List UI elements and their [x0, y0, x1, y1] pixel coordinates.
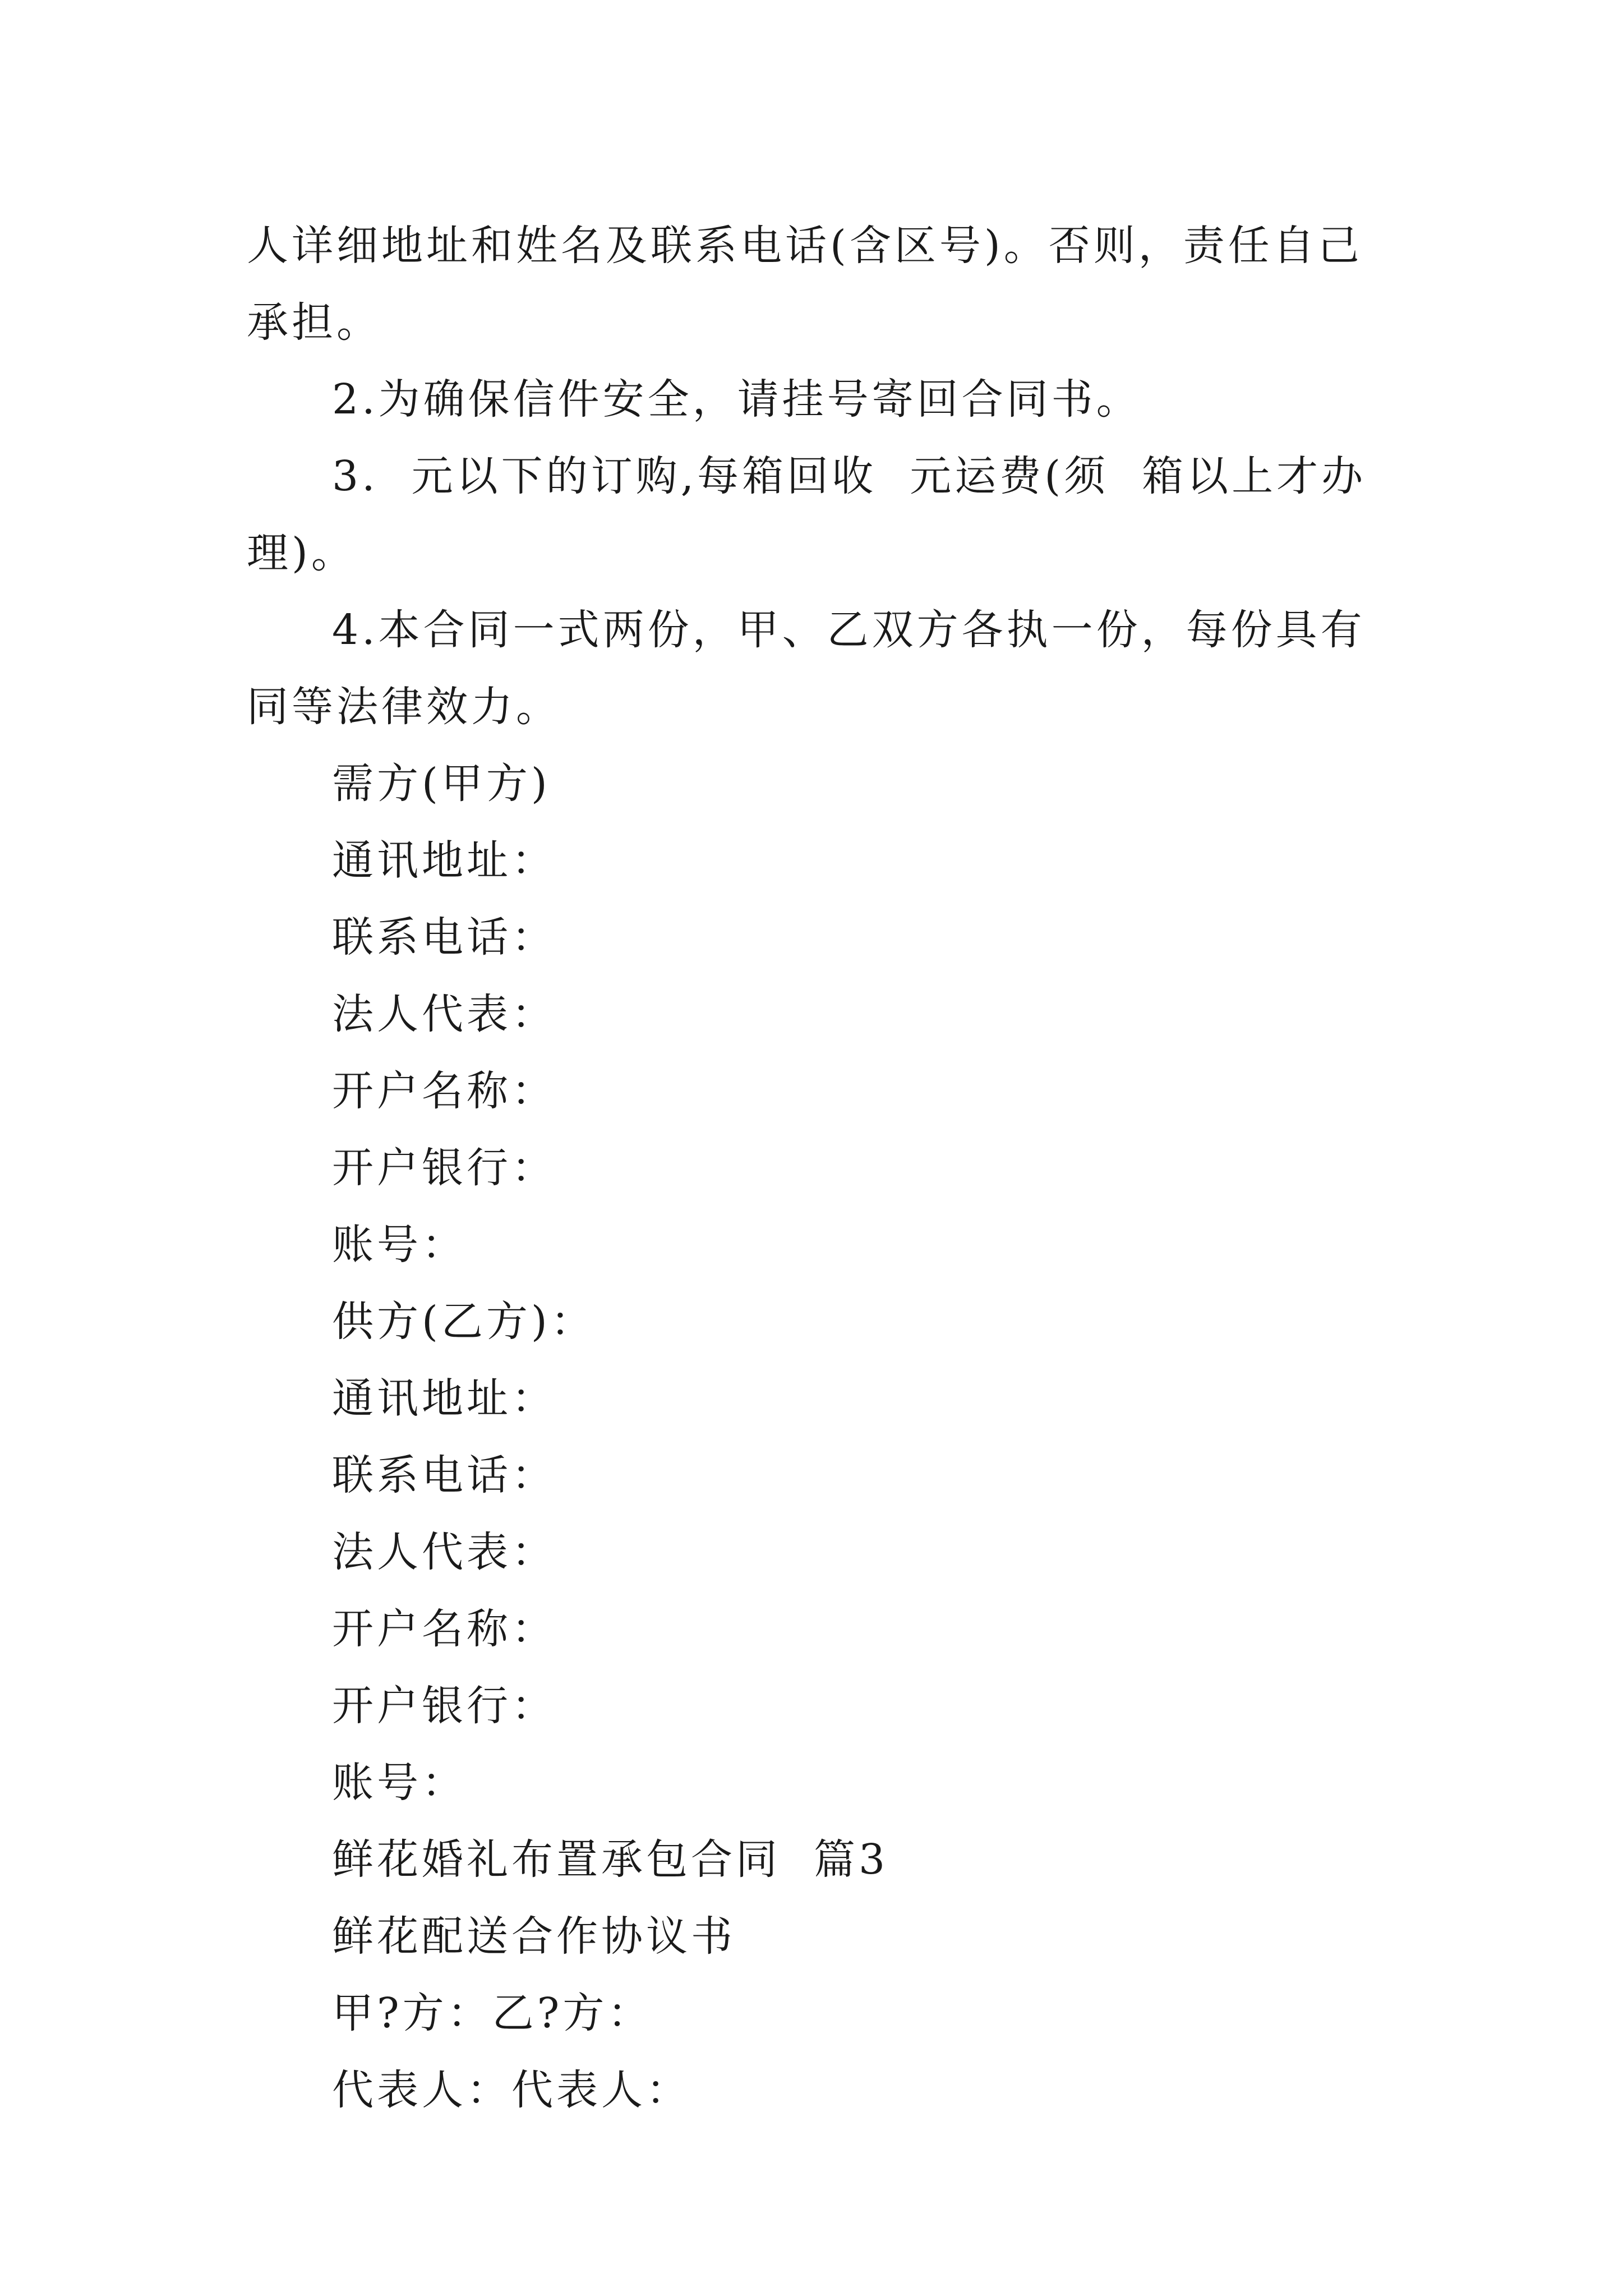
party-b-heading: 供方(乙方)：: [332, 1297, 596, 1346]
party-b-legal-rep-label: 法人代表：: [332, 1528, 556, 1576]
party-a-account-number-label: 账号：: [332, 1221, 467, 1269]
party-a-bank-label: 开户银行：: [332, 1144, 556, 1192]
document-body: [247, 208, 1391, 2129]
paragraph-copies-clause: 4.本合同一式两份，甲、乙双方各执一份，每份具有同等法律效力。: [247, 606, 1366, 731]
party-b-account-number-label: 账号：: [332, 1759, 467, 1807]
paragraph-contact-note: 人详细地址和姓名及联系电话(含区号)。否则，责任自己承担。: [247, 222, 1363, 347]
party-a-phone-label: 联系电话：: [332, 913, 556, 961]
party-b-phone-label: 联系电话：: [332, 1451, 556, 1499]
party-a-address-label: 通讯地址：: [332, 836, 556, 885]
party-b-account-name-label: 开户名称：: [332, 1605, 556, 1653]
party-b-address-label: 通讯地址：: [332, 1374, 556, 1423]
paragraph-shipping-fee: 3. 元以下的订购,每箱回收 元运费(须 箱以上才办理)。: [247, 452, 1367, 577]
party-a-legal-rep-label: 法人代表：: [332, 990, 556, 1038]
parties-line: 甲?方：乙?方：: [332, 1989, 653, 2037]
agreement-title: 鲜花配送合作协议书: [332, 1912, 736, 1961]
party-b-bank-label: 开户银行：: [332, 1682, 556, 1730]
section-title-contract-3: 鲜花婚礼布置承包合同 篇3: [332, 1835, 889, 1884]
party-a-heading: 需方(甲方): [332, 760, 551, 808]
representatives-line: 代表人：代表人：: [332, 2066, 691, 2114]
party-a-account-name-label: 开户名称：: [332, 1067, 556, 1115]
paragraph-registered-mail: 2.为确保信件安全，请挂号寄回合同书。: [332, 375, 1141, 424]
